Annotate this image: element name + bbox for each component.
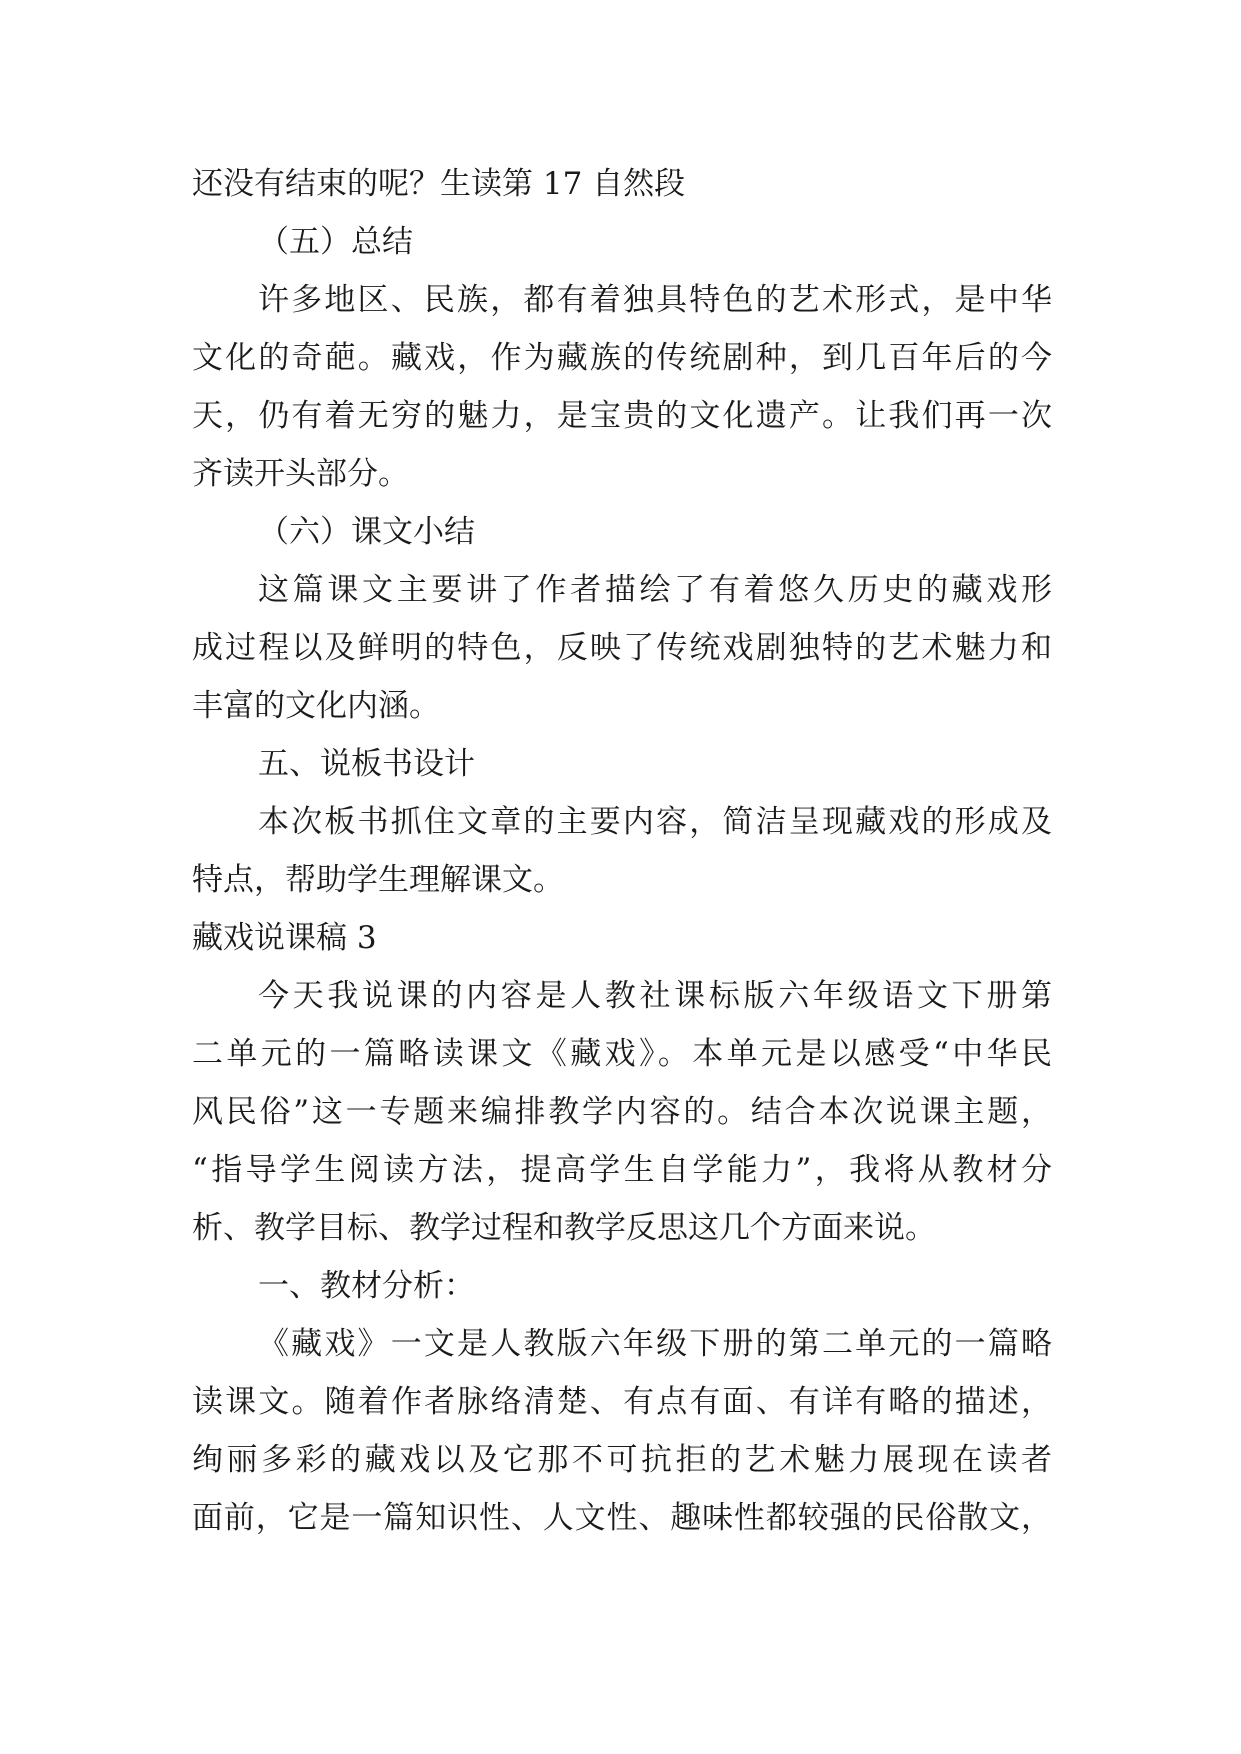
paragraph-line: 天，仍有着无穷的魅力，是宝贵的文化遗产。让我们再一次 xyxy=(192,398,1052,434)
section-heading: （六）课文小结 xyxy=(258,514,475,550)
paragraph-line: 二单元的一篇略读课文《藏戏》。本单元是以感受“中华民 xyxy=(192,1036,1052,1072)
paragraph-line: 许多地区、民族，都有着独具特色的艺术形式，是中华 xyxy=(258,282,1052,318)
paragraph-line: 文化的奇葩。藏戏，作为藏族的传统剧种，到几百年后的今 xyxy=(192,340,1052,376)
paragraph-line: 特点，帮助学生理解课文。 xyxy=(192,862,564,898)
paragraph-line: 《藏戏》一文是人教版六年级下册的第二单元的一篇略 xyxy=(258,1326,1052,1362)
paragraph-line: 丰富的文化内涵。 xyxy=(192,688,440,724)
section-heading: （五）总结 xyxy=(258,224,413,260)
paragraph-line: 读课文。随着作者脉络清楚、有点有面、有详有略的描述， xyxy=(192,1384,1052,1420)
paragraph-line: 今天我说课的内容是人教社课标版六年级语文下册第 xyxy=(258,978,1052,1014)
paragraph-line: 面前，它是一篇知识性、人文性、趣味性都较强的民俗散文， xyxy=(192,1500,1052,1536)
paragraph-line: 绚丽多彩的藏戏以及它那不可抗拒的艺术魅力展现在读者 xyxy=(192,1442,1052,1478)
section-heading: 五、说板书设计 xyxy=(258,746,475,782)
paragraph-line: “指导学生阅读方法，提高学生自学能力”，我将从教材分 xyxy=(192,1152,1052,1188)
paragraph-line: 成过程以及鲜明的特色，反映了传统戏剧独特的艺术魅力和 xyxy=(192,630,1052,666)
paragraph-line: 齐读开头部分。 xyxy=(192,456,409,492)
document-title: 藏戏说课稿 3 xyxy=(192,920,377,956)
section-heading: 一、教材分析： xyxy=(258,1268,475,1304)
paragraph-line: 这篇课文主要讲了作者描绘了有着悠久历史的藏戏形 xyxy=(258,572,1052,608)
paragraph-line: 还没有结束的呢？生读第 17 自然段 xyxy=(192,166,686,202)
paragraph-line: 风民俗”这一专题来编排教学内容的。结合本次说课主题， xyxy=(192,1094,1052,1130)
paragraph-line: 析、教学目标、教学过程和教学反思这几个方面来说。 xyxy=(192,1210,936,1246)
paragraph-line: 本次板书抓住文章的主要内容，简洁呈现藏戏的形成及 xyxy=(258,804,1052,840)
